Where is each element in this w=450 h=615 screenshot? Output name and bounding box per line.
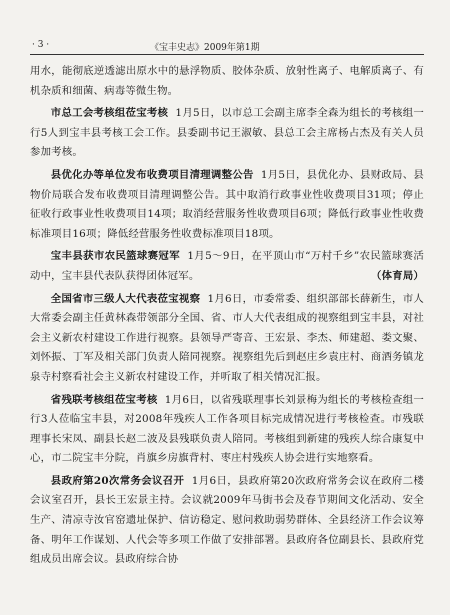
news-heading: 省残联考核组莅宝考核 <box>50 393 158 406</box>
paragraph-2 <box>30 166 424 244</box>
paragraph-body: 用水，能彻底逆透滤出原水中的悬浮物质、胶体杂质、放射性离子、电解质离子、有机杂质和细菌、病毒等微生物。 <box>30 65 424 97</box>
news-heading: 宝丰县获市农民篮球赛冠军 <box>50 250 180 263</box>
page-number: · 3 · <box>32 40 50 50</box>
paragraph-body: 1月5～9日，在平顶山市“万村千乡”农民篮球赛活动中，宝丰县代表队获得团体冠军。 <box>30 250 424 282</box>
news-heading: 县政府第20次常务会议召开 <box>50 474 185 487</box>
paragraph-body: 1月5日，以市总工会副主席李全森为组长的考核组一行5人到宝丰县考核工会工作。县委副书记王淑敏、县总工会主席杨占杰及有关人员参加考核。 <box>30 107 424 159</box>
paragraph-body: 1月6日，县政府第20次政府常务会议在政府二楼会议室召开，县长王宏景主持。会议就2009年马街书会及春节期间文化活动、安全生产、清凉寺汝官窑遗址保护、信访稳定、慰问救助弱势群体、全县经济工作会议筹备、明年工作谋划、人代会等多项工作做了安排部署。县政府各位副县长、县政府党组成员出席会议。县政府综合协 <box>30 474 424 566</box>
news-heading: 市总工会考核组莅宝考核 <box>50 107 169 120</box>
paragraph-5 <box>30 391 424 469</box>
news-heading: 县优化办等单位发布收费项目清理调整公告 <box>50 168 254 181</box>
paragraph-body: 1月6日，市委常委、组织部部长薛新生，市人大常委会副主任黄林森带领部分全国、省、市人大代表组成的视察组到宝丰县，对社会主义新农村建设工作进行视察。县领导严寄音、王宏景、李杰、师建超、娄文聚、刘怀振、丁军及相关部门负责人陪同视察。视察组先后到赵庄乡袁庄村、商酒务镇龙泉寺村察看社会主义新农村建设工作，并听取了相关情况汇报。 <box>30 292 424 383</box>
paragraph-body: 1月6日，以省残联理事长刘景梅为组长的考核检查组一行3人莅临宝丰县，对2008年残疾人工作各项目标完成情况进行考核检查。市残联理事长宋凤、副县长赵二波及县残联负责人陪同。考核组到新建的残疾人综合康复中心，市二院宝丰分院，肖旗乡房旗背村、枣庄村残疾人协会进行实地察看。 <box>30 393 424 465</box>
paragraph-6 <box>30 472 424 570</box>
article-body <box>30 62 424 573</box>
paragraph-body: 1月5日，县优化办、县财政局、县物价局联合发布收费项目清理调整公告。其中取消行政事业性收费项目31项；停止征收行政事业性收费项目14项；取消经营服务性收费项目6项；降低行政事业性收费标准项目16项；降低经营服务性收费标准项目18项。 <box>30 168 424 240</box>
news-heading: 全国省市三级人大代表莅宝视察 <box>50 292 201 305</box>
paragraph-0 <box>30 62 424 101</box>
source-note: （体育局） <box>371 269 424 282</box>
journal-title: 《宝丰史志》2009年第1期 <box>150 43 260 53</box>
paragraph-3 <box>30 247 424 286</box>
paragraph-4 <box>30 290 424 388</box>
running-header <box>30 40 424 55</box>
paragraph-1 <box>30 104 424 163</box>
